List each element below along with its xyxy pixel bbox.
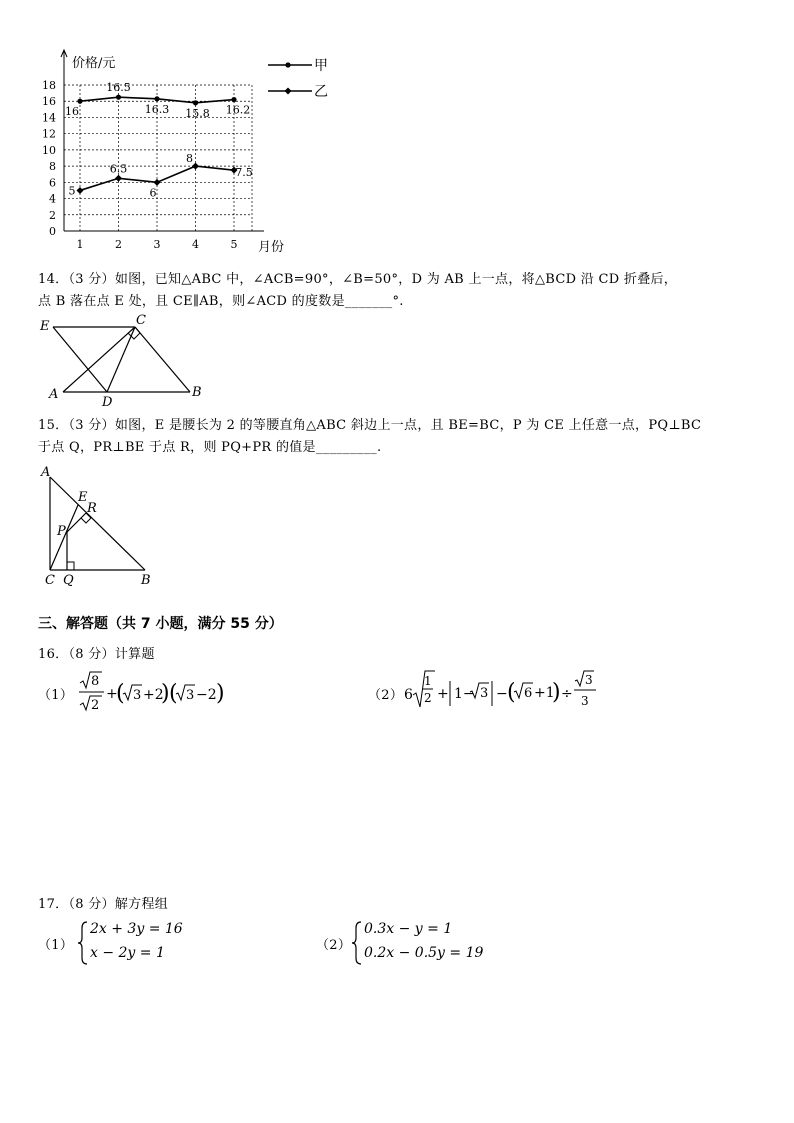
- svg-text:3: 3: [581, 694, 589, 708]
- data-label: 16.5: [106, 81, 131, 95]
- q16-part2-label: （2）: [368, 688, 404, 703]
- y-tick-label: 4: [49, 192, 56, 206]
- q17-part1-eq1: 2x + 3y = 16: [90, 921, 183, 937]
- q16-part1-expression: [76, 670, 236, 718]
- y-tick-label: 0: [49, 225, 56, 238]
- svg-text:6: 6: [404, 687, 413, 703]
- svg-text:(: (: [169, 681, 178, 706]
- svg-text:3: 3: [133, 688, 142, 703]
- segment-CB: [135, 327, 190, 392]
- svg-text:+2: +2: [143, 687, 164, 703]
- svg-text:2: 2: [424, 691, 432, 705]
- price-line-chart: [30, 45, 350, 260]
- label-A: A: [49, 387, 59, 402]
- data-point: [115, 175, 122, 182]
- label-E: E: [40, 319, 50, 334]
- legend-marker: [285, 88, 292, 95]
- svg-text:+: +: [437, 686, 449, 702]
- x-tick-label: 4: [192, 238, 199, 251]
- data-label: 6.5: [109, 162, 128, 176]
- label-P: P: [57, 524, 66, 539]
- y-tick-label: 2: [49, 208, 56, 222]
- legend-label: 乙: [314, 84, 328, 100]
- q16-part2-expression: [400, 668, 610, 718]
- y-tick-label: 8: [49, 160, 56, 174]
- data-label: 5: [68, 184, 76, 198]
- data-point: [193, 100, 198, 105]
- x-tick-label: 5: [230, 238, 238, 251]
- q15-figure: [35, 460, 165, 590]
- q17-part2-eq1: 0.3x − y = 1: [364, 921, 453, 937]
- data-point: [154, 179, 161, 186]
- section-title: 三、解答题（共 7 小题，满分 55 分）: [38, 616, 283, 632]
- label-C: C: [136, 313, 146, 328]
- svg-text:1−: 1−: [454, 686, 475, 702]
- q14-figure: [35, 310, 215, 410]
- data-label: 8: [186, 152, 193, 166]
- svg-text:−: −: [496, 686, 508, 702]
- x-axis-label: 月份: [258, 240, 285, 255]
- data-label: 16: [65, 105, 79, 119]
- y-tick-label: 10: [42, 143, 56, 157]
- label-B: B: [192, 385, 202, 400]
- data-label: 6: [149, 186, 157, 200]
- right-angle-mark-Q: [67, 562, 74, 570]
- svg-text:(: (: [116, 681, 125, 706]
- svg-text:3: 3: [585, 673, 593, 687]
- data-label: 15.8: [185, 106, 210, 120]
- svg-text:6: 6: [524, 686, 533, 701]
- svg-text:÷: ÷: [561, 686, 573, 702]
- svg-text:+1: +1: [534, 685, 555, 701]
- q17-part1-eq2: x − 2y = 1: [90, 945, 165, 961]
- data-point: [77, 187, 84, 194]
- y-tick-label: 12: [42, 127, 56, 141]
- q16-title: 16．（8 分）计算题: [38, 647, 155, 662]
- svg-text:): ): [161, 681, 170, 706]
- q16-part1-label: （1）: [38, 688, 74, 703]
- segment-CD: [107, 327, 135, 392]
- label-R: R: [87, 501, 97, 516]
- label-B: B: [141, 573, 151, 588]
- label-C: C: [45, 573, 55, 588]
- label-D: D: [102, 395, 113, 410]
- svg-text:(: (: [507, 680, 516, 705]
- data-point: [192, 163, 199, 170]
- label-A: A: [41, 465, 51, 480]
- q17-title: 17．（8 分）解方程组: [38, 897, 169, 912]
- data-label: 16.3: [144, 102, 170, 116]
- x-tick-label: 1: [76, 238, 84, 251]
- data-label: 16.2: [225, 103, 251, 117]
- svg-text:2: 2: [91, 698, 100, 713]
- label-E: E: [78, 490, 88, 505]
- svg-text:−2: −2: [196, 687, 217, 703]
- q15-line2: 于点 Q，PR⊥BE 于点 R，则 PQ+PR 的值是_________.: [38, 440, 382, 455]
- svg-text:3: 3: [186, 688, 195, 703]
- svg-text:1: 1: [424, 674, 432, 688]
- svg-text:8: 8: [91, 674, 100, 689]
- y-tick-label: 18: [42, 79, 56, 92]
- y-tick-label: 14: [42, 111, 56, 125]
- svg-text:3: 3: [480, 686, 489, 701]
- data-point: [154, 96, 159, 101]
- y-tick-label: 6: [49, 176, 56, 190]
- y-axis-label: 价格/元: [72, 56, 116, 71]
- data-point: [77, 99, 82, 104]
- x-tick-label: 3: [153, 238, 161, 251]
- q17-part1-label: （1）: [38, 938, 74, 953]
- q17-part1-brace: [76, 920, 90, 966]
- label-Q: Q: [63, 573, 74, 588]
- svg-text:+: +: [106, 686, 118, 702]
- svg-text:): ): [552, 680, 561, 705]
- svg-text:): ): [216, 681, 225, 706]
- q14-line2: 点 B 落在点 E 处，且 CE∥AB，则∠ACD 的度数是_______°.: [38, 294, 404, 309]
- legend-label: 甲: [314, 58, 328, 74]
- data-point: [231, 97, 236, 102]
- data-label: 7.5: [235, 166, 253, 180]
- q17-part2-brace: [350, 920, 364, 966]
- q17-part2-label: （2）: [316, 938, 352, 953]
- q15-line1: 15．（3 分）如图，E 是腰长为 2 的等腰直角△ABC 斜边上一点，且 BE=BC，P 为 CE 上任意一点，PQ⊥BC: [38, 418, 702, 433]
- x-tick-label: 2: [115, 238, 122, 251]
- y-tick-label: 16: [42, 95, 56, 109]
- legend-marker: [285, 62, 290, 67]
- q17-part2-eq2: 0.2x − 0.5y = 19: [364, 945, 484, 961]
- data-point: [116, 95, 121, 100]
- q14-line1: 14．（3 分）如图，已知△ABC 中，∠ACB=90°，∠B=50°，D 为 AB 上一点，将△BCD 沿 CD 折叠后，: [38, 272, 678, 287]
